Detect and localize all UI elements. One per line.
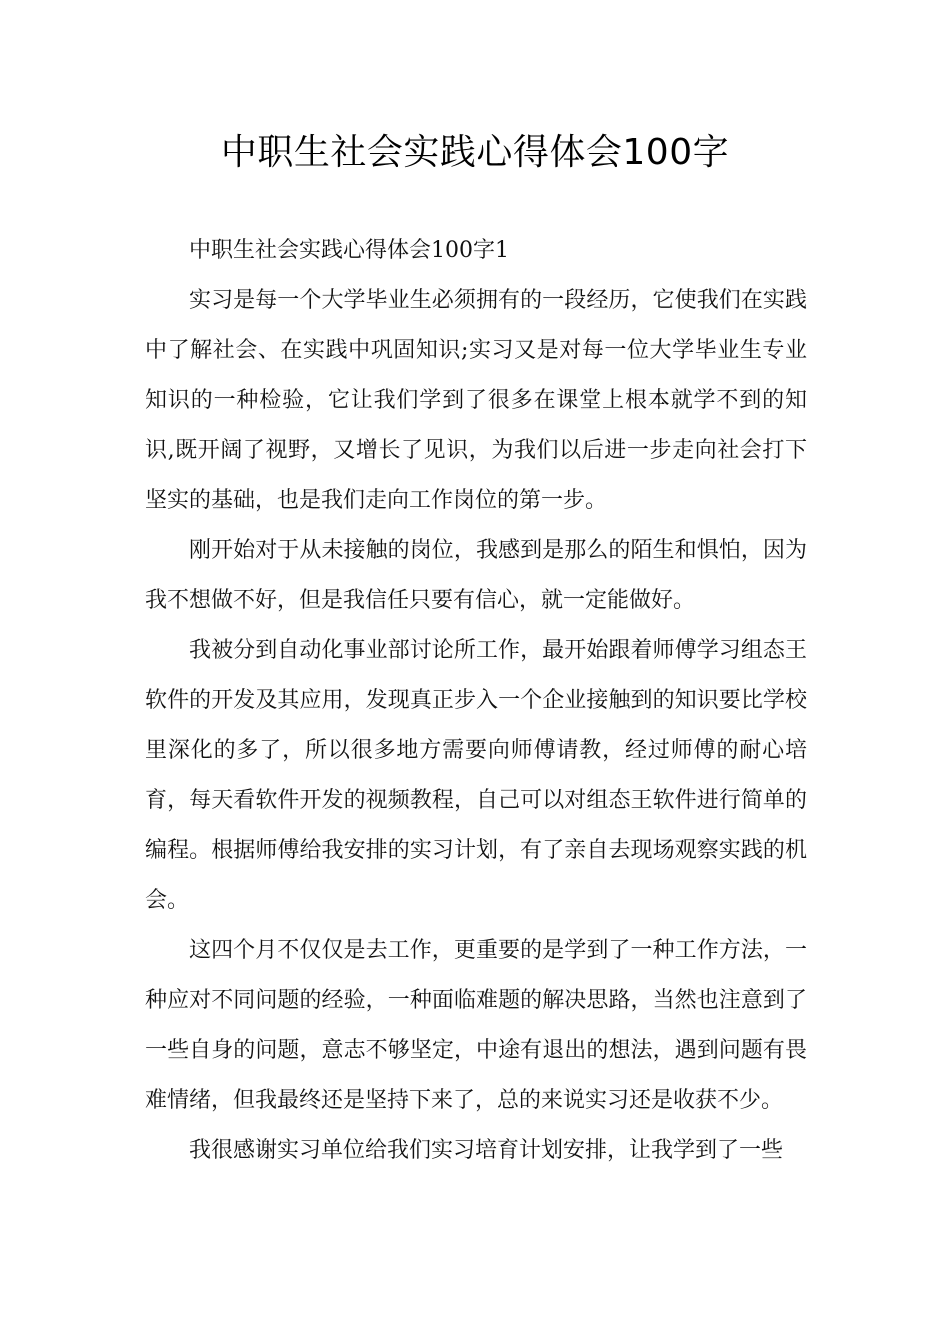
paragraph: 刚开始对于从未接触的岗位，我感到是那么的陌生和惧怕，因为我不想做不好，但是我信任只要有信心，就一定能做好。	[145, 538, 807, 613]
section-heading: 中职生社会实践心得体会100字1	[189, 238, 509, 263]
paragraph: 我被分到自动化事业部讨论所工作，最开始跟着师傅学习组态王软件的开发及其应用，发现真正步入一个企业接触到的知识要比学校里深化的多了，所以很多地方需要向师傅请教，经过师傅的耐心培育，每天看软件开发的视频教程，自己可以对组态王软件进行简单的编程。根据师傅给我安排的实习计划，有了亲自去现场观察实践的机会。	[145, 638, 807, 913]
document-body	[145, 226, 807, 1176]
document-title: 中职生社会实践心得体会100字	[220, 132, 730, 173]
paragraph: 我很感谢实习单位给我们实习培育计划安排，让我学到了一些	[189, 1138, 784, 1163]
paragraph: 实习是每一个大学毕业生必须拥有的一段经历，它使我们在实践中了解社会、在实践中巩固知识;实习又是对每一位大学毕业生专业知识的一种检验，它让我们学到了很多在课堂上根本就学不到的知识,既开阔了视野，又增长了见识，为我们以后进一步走向社会打下坚实的基础，也是我们走向工作岗位的第一步。	[145, 288, 807, 513]
paragraph: 这四个月不仅仅是去工作，更重要的是学到了一种工作方法，一种应对不同问题的经验，一种面临难题的解决思路，当然也注意到了一些自身的问题，意志不够坚定，中途有退出的想法，遇到问题有畏难情绪，但我最终还是坚持下来了，总的来说实习还是收获不少。	[145, 938, 807, 1113]
